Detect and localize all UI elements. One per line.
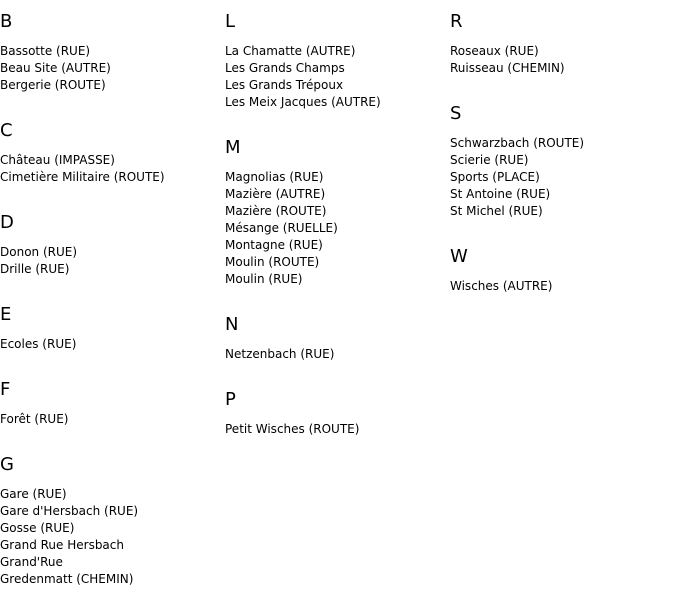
street-link[interactable]: Grand'Rue xyxy=(0,555,63,569)
street-link[interactable]: Bassotte (RUE) xyxy=(0,44,91,58)
street-link[interactable]: Schwarzbach (ROUTE) xyxy=(450,136,585,150)
street-index-column-2 xyxy=(225,10,445,463)
street-link[interactable]: Roseaux (RUE) xyxy=(450,44,539,58)
letter-heading: D xyxy=(0,212,14,233)
street-index-column-1 xyxy=(0,10,220,613)
letter-group-e xyxy=(0,303,220,353)
letter-heading: M xyxy=(225,137,241,158)
street-link[interactable]: Moulin (RUE) xyxy=(225,272,303,286)
street-link[interactable]: Drille (RUE) xyxy=(0,262,70,276)
letter-group-g xyxy=(0,453,220,588)
letter-group-s xyxy=(450,102,670,220)
street-link[interactable]: Ecoles (RUE) xyxy=(0,337,77,351)
letter-heading: E xyxy=(0,304,12,325)
street-link[interactable]: Grand Rue Hersbach xyxy=(0,538,124,552)
letter-group-d xyxy=(0,211,220,278)
letter-group-l xyxy=(225,10,445,111)
street-link[interactable]: Forêt (RUE) xyxy=(0,412,69,426)
street-link[interactable]: Wisches (AUTRE) xyxy=(450,279,553,293)
letter-group-w xyxy=(450,245,670,295)
street-link[interactable]: Petit Wisches (ROUTE) xyxy=(225,422,360,436)
letter-group-p xyxy=(225,388,445,438)
letter-group-n xyxy=(225,313,445,363)
street-link[interactable]: Cimetière Militaire (ROUTE) xyxy=(0,170,165,184)
letter-heading: L xyxy=(225,11,236,32)
street-link[interactable]: Montagne (RUE) xyxy=(225,238,323,252)
letter-heading: C xyxy=(0,120,13,141)
street-link[interactable]: Mazière (AUTRE) xyxy=(225,187,326,201)
street-index-column-3 xyxy=(450,10,670,320)
street-link[interactable]: Netzenbach (RUE) xyxy=(225,347,335,361)
street-link[interactable]: Mésange (RUELLE) xyxy=(225,221,338,235)
street-link[interactable]: Mazière (ROUTE) xyxy=(225,204,327,218)
letter-group-m xyxy=(225,136,445,288)
street-link[interactable]: Les Meix Jacques (AUTRE) xyxy=(225,95,381,109)
street-link[interactable]: St Antoine (RUE) xyxy=(450,187,551,201)
street-link[interactable]: Scierie (RUE) xyxy=(450,153,529,167)
street-link[interactable]: Gosse (RUE) xyxy=(0,521,75,535)
street-link[interactable]: Magnolias (RUE) xyxy=(225,170,324,184)
letter-heading: N xyxy=(225,314,239,335)
street-link[interactable]: Gare (RUE) xyxy=(0,487,67,501)
street-link[interactable]: Sports (PLACE) xyxy=(450,170,540,184)
letter-group-r xyxy=(450,10,670,77)
letter-heading: R xyxy=(450,11,463,32)
letter-heading: P xyxy=(225,389,236,410)
street-link[interactable]: Moulin (ROUTE) xyxy=(225,255,320,269)
street-link[interactable]: St Michel (RUE) xyxy=(450,204,543,218)
letter-heading: F xyxy=(0,379,11,400)
street-link[interactable]: Gare d'Hersbach (RUE) xyxy=(0,504,139,518)
letter-group-f xyxy=(0,378,220,428)
street-link[interactable]: Gredenmatt (CHEMIN) xyxy=(0,572,134,586)
street-link[interactable]: Château (IMPASSE) xyxy=(0,153,115,167)
street-link[interactable]: Donon (RUE) xyxy=(0,245,78,259)
street-link[interactable]: Les Grands Champs xyxy=(225,61,345,75)
letter-heading: S xyxy=(450,103,462,124)
letter-group-c xyxy=(0,119,220,186)
street-link[interactable]: La Chamatte (AUTRE) xyxy=(225,44,356,58)
street-link[interactable]: Les Grands Trépoux xyxy=(225,78,344,92)
street-link[interactable]: Ruisseau (CHEMIN) xyxy=(450,61,565,75)
letter-group-b xyxy=(0,10,220,94)
street-link[interactable]: Bergerie (ROUTE) xyxy=(0,78,106,92)
letter-heading: B xyxy=(0,11,13,32)
street-link[interactable]: Beau Site (AUTRE) xyxy=(0,61,111,75)
letter-heading: W xyxy=(450,246,468,267)
letter-heading: G xyxy=(0,454,14,475)
